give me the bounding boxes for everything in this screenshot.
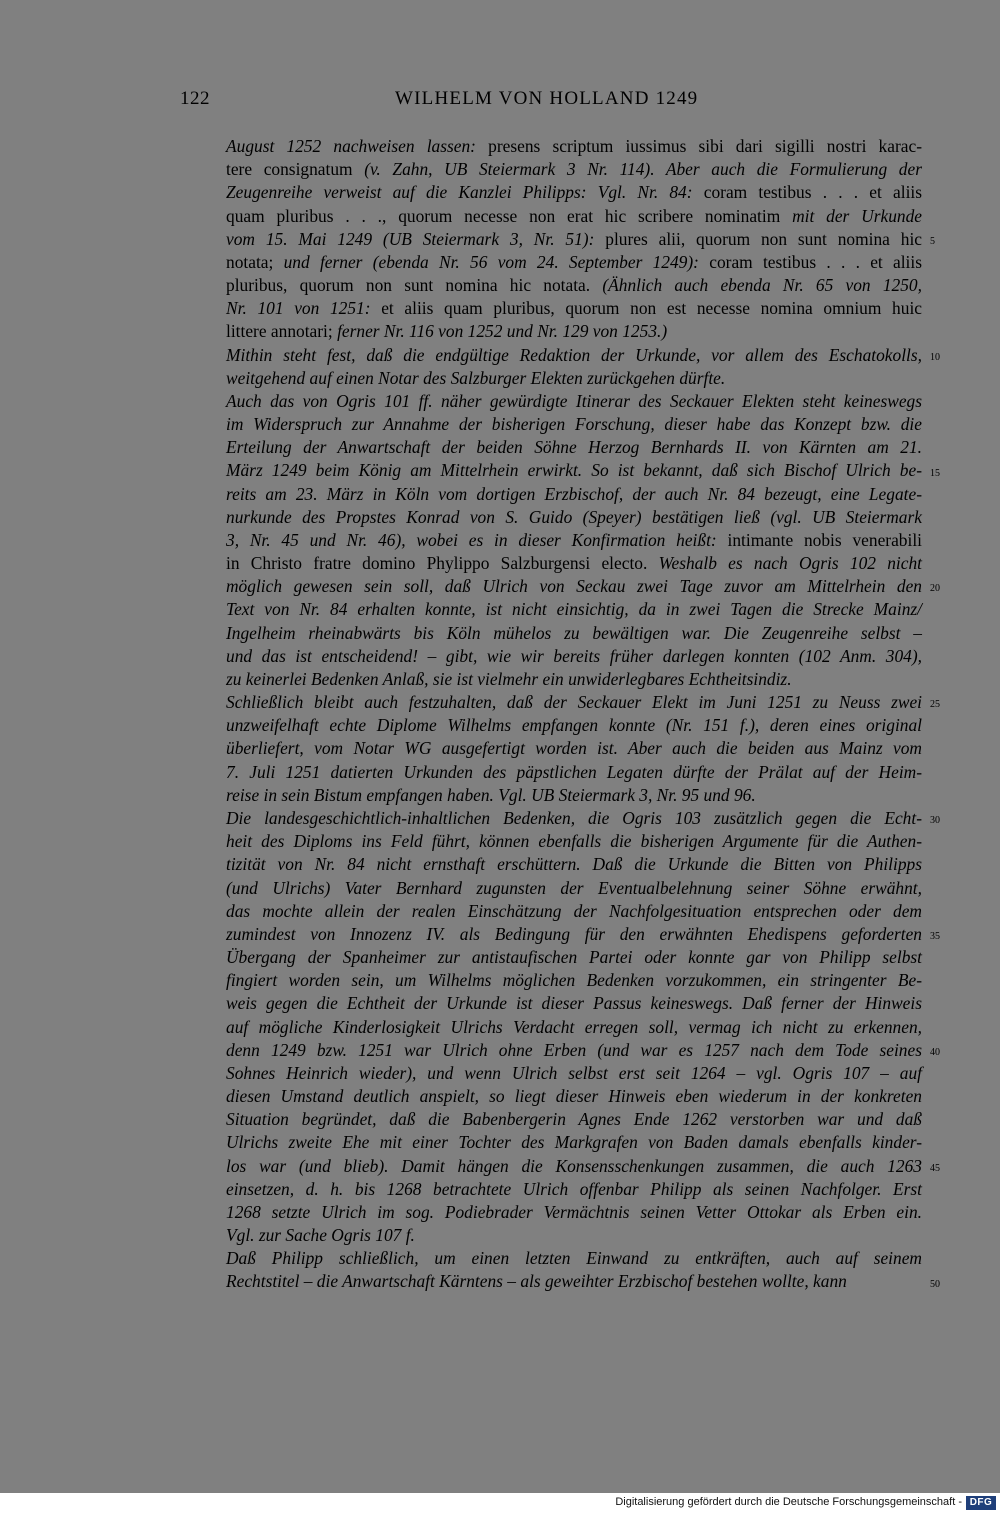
italic-segment: Weshalb es nach Ogris 102 nicht [658, 553, 922, 574]
italic-segment: auf mögliche Kinderlosigkeit Ulrichs Verdacht erregen soll, vermag ich nicht zu erkennen, [226, 1016, 922, 1037]
text-line [226, 367, 922, 390]
quoted-latin-segment: intimante nobis venerabili [727, 529, 922, 550]
text-line [226, 228, 922, 251]
italic-segment: Auch das von Ogris 101 ff. näher gewürdigte Itinerar des Seckauer Elekten steht keineswegs [226, 390, 922, 411]
line-number: 15 [930, 467, 940, 479]
text-line [226, 506, 922, 529]
quoted-latin-segment: pluribus, quorum non sunt nomina hic notata. [226, 275, 603, 296]
text-line [226, 645, 922, 668]
text-line [226, 1155, 922, 1178]
line-number: 30 [930, 815, 940, 827]
italic-segment: 1268 setzte Ulrich im sog. Podiebrader Vermächtnis seinen Vetter Ottokar als Erben ein. [226, 1201, 922, 1222]
italic-segment: denn 1249 bzw. 1251 war Ulrich ohne Erben (und war es 1257 nach dem Tode seines [226, 1039, 922, 1060]
text-line [226, 1131, 922, 1154]
italic-segment: unzweifelhaft echte Diplome Wilhelms empfangen konnte (Nr. 151 f.), deren eines original [226, 715, 922, 736]
text-line [226, 529, 922, 552]
italic-segment: und ferner (ebenda Nr. 56 vom 24. September 1249): [283, 251, 710, 272]
italic-segment: weitgehend auf einen Notar des Salzburger Elekten zurückgehen dürfte. [226, 367, 726, 388]
text-line [226, 1178, 922, 1201]
italic-segment: Die landesgeschichtlich-inhaltlichen Bedenken, die Ogris 103 zusätzlich gegen die Echt- [226, 807, 922, 828]
italic-segment: das mochte allein der realen Einschätzung der Nachfolgesituation entsprechen oder dem [226, 900, 922, 921]
italic-segment: Ulrichs zweite Ehe mit einer Tochter des Markgrafen von Baden damals ebenfalls kinder- [226, 1132, 922, 1153]
text-line [226, 297, 922, 320]
italic-segment: Sohnes Heinrich wieder), und wenn Ulrich selbst erst seit 1264 – vgl. Ogris 107 – auf [226, 1062, 922, 1083]
italic-segment: fingiert worden sein, um Wilhelms möglichen Bedenken vorzukommen, ein stringenter Be- [226, 970, 922, 991]
italic-segment: Ingelheim rheinabwärts bis Köln mühelos zu bewältigen war. Die Zeugenreihe selbst – [226, 622, 922, 643]
text-line [226, 668, 922, 691]
text-line [226, 691, 922, 714]
text-line [226, 598, 922, 621]
quoted-latin-segment: littere annotari; [226, 321, 338, 342]
text-line [226, 1108, 922, 1131]
quoted-latin-segment: in Christo fratre domino Phylippo Salzburgensi electo. [226, 553, 659, 574]
italic-segment: zumindest von Innozenz IV. als Bedingung für den erwähnten Ehedispens geforderten [226, 923, 922, 944]
dfg-logo: DFG [966, 1496, 996, 1510]
italic-segment: los war (und blieb). Damit hängen die Konsensschenkungen zusammen, die auch 1263 [226, 1155, 922, 1176]
text-line [226, 877, 922, 900]
quoted-latin-segment: coram testibus . . . et aliis [703, 182, 922, 203]
text-line [226, 900, 922, 923]
italic-segment: mit der Urkunde [792, 205, 923, 226]
italic-segment: heit des Diploms ins Feld führt, können ebenfalls die bisherigen Argumente für die Authen- [226, 831, 922, 852]
text-line [226, 413, 922, 436]
quoted-latin-segment: presens scriptum iussimus sibi dari sigilli nostri karac- [488, 136, 922, 156]
text-line [226, 737, 922, 760]
line-number: 50 [930, 1278, 940, 1290]
text-line [226, 1062, 922, 1085]
italic-segment: reits am 23. März in Köln vom dortigen Erzbischof, der auch Nr. 84 bezeugt, eine Legate- [226, 483, 922, 504]
text-line [226, 1016, 922, 1039]
italic-segment: März 1249 beim König am Mittelrhein erwirkt. So ist bekannt, daß sich Bischof Ulrich be- [226, 460, 922, 481]
text-line [226, 181, 922, 204]
text-line [226, 552, 922, 575]
line-number: 5 [930, 235, 935, 247]
page-number: 122 [180, 88, 210, 109]
text-line [226, 946, 922, 969]
text-line [226, 807, 922, 830]
text-line [226, 853, 922, 876]
italic-segment: im Widerspruch zur Annahme der bisherigen Forschung, dieser habe das Konzept bzw. die [226, 414, 922, 435]
italic-segment: vom 15. Mai 1249 (UB Steiermark 3, Nr. 51): [226, 228, 606, 249]
italic-segment: tizität von Nr. 84 nicht ernsthaft erschüttern. Daß die Urkunde die Bitten von Philipps [226, 854, 922, 875]
quoted-latin-segment: quam pluribus . . ., quorum necesse non erat hic scribere nominatim [226, 205, 793, 226]
italic-segment: Vgl. zur Sache Ogris 107 f. [226, 1225, 415, 1246]
italic-segment: Situation begründet, daß die Babenbergerin Agnes Ende 1262 verstorben war und daß [226, 1109, 922, 1130]
funding-notice: Digitalisierung gefördert durch die Deutsche Forschungsgemeinschaft - [615, 1496, 962, 1508]
line-number: 10 [930, 351, 940, 363]
quoted-latin-segment: notata; [226, 251, 284, 272]
running-title: WILHELM VON HOLLAND 1249 [395, 88, 699, 109]
italic-segment: überliefert, vom Notar WG ausgefertigt worden ist. Aber auch die beiden aus Mainz vom [226, 738, 922, 759]
text-line [226, 714, 922, 737]
text-line [226, 1270, 922, 1293]
line-number: 35 [930, 931, 940, 943]
text-line [226, 622, 922, 645]
text-line [226, 274, 922, 297]
italic-segment: Mithin steht fest, daß die endgültige Redaktion der Urkunde, vor allem des Eschatokolls, [226, 344, 922, 365]
italic-segment: reise in sein Bistum empfangen haben. Vgl. UB Steiermark 3, Nr. 95 und 96. [226, 784, 756, 805]
italic-segment: 3, Nr. 45 und Nr. 46), wobei es in dieser Konfirmation heißt: [226, 529, 728, 550]
italic-segment: ferner Nr. 116 von 1252 und Nr. 129 von 1253.) [337, 321, 668, 342]
line-number: 25 [930, 699, 940, 711]
italic-segment: diesen Umstand deutlich anspielt, so liegt dieser Hinweis eben wiederum in der konkreten [226, 1086, 922, 1107]
italic-segment: nurkunde des Propstes Konrad von S. Guido (Speyer) bestätigen ließ (vgl. UB Steiermark [226, 506, 922, 527]
quoted-latin-segment: plures alii, quorum non sunt nomina hic [605, 228, 923, 249]
quoted-latin-segment: et aliis quam pluribus, quorum non est necesse nomina omnium huic [381, 298, 922, 319]
italic-segment: weis gegen die Echtheit der Urkunde ist dieser Passus keineswegs. Daß ferner der Hinweis [226, 993, 922, 1014]
text-line [226, 1247, 922, 1270]
italic-segment: (v. Zahn, UB Steiermark 3 Nr. 114). Aber auch die Formulierung der [364, 159, 922, 180]
italic-segment: Nr. 101 von 1251: [226, 298, 382, 319]
text-line [226, 390, 922, 413]
italic-segment: Zeugenreihe verweist auf die Kanzlei Philipps: Vgl. Nr. 84: [226, 182, 704, 203]
quoted-latin-segment: tere consignatum [226, 159, 365, 180]
italic-segment: 7. Juli 1251 datierten Urkunden des päpstlichen Legaten dürfte der Prälat auf der Heim- [226, 761, 922, 782]
text-line [226, 575, 922, 598]
text-line [226, 320, 922, 343]
italic-segment: Text von Nr. 84 erhalten konnte, ist nicht einsichtig, da in zwei Tagen die Strecke Mainz/ [226, 599, 922, 620]
text-line [226, 830, 922, 853]
text-line [226, 1039, 922, 1062]
text-line [226, 784, 922, 807]
italic-segment: (Ähnlich auch ebenda Nr. 65 von 1250, [602, 275, 922, 296]
text-line [226, 158, 922, 181]
italic-segment: Erteilung der Anwartschaft der beiden Söhne Herzog Bernhards II. von Kärnten am 21. [226, 437, 922, 458]
text-line [226, 459, 922, 482]
italic-segment: zu keinerlei Bedenken Anlaß, sie ist vielmehr ein unwiderlegbares Echtheitsindiz. [226, 668, 792, 689]
line-number: 45 [930, 1162, 940, 1174]
text-line [226, 992, 922, 1015]
text-line [226, 1085, 922, 1108]
quoted-latin-segment: coram testibus . . . et aliis [709, 251, 922, 272]
text-line [226, 923, 922, 946]
text-line [226, 251, 922, 274]
text-line [226, 436, 922, 459]
italic-segment: Daß Philipp schließlich, um einen letzten Einwand zu entkräften, auch auf seinem [226, 1248, 922, 1269]
text-line [226, 205, 922, 228]
commentary-text [226, 135, 922, 1294]
italic-segment: August 1252 nachweisen lassen: [226, 136, 489, 156]
italic-segment: möglich gewesen sein soll, daß Ulrich von Seckau zwei Tage zuvor am Mittelrhein den [226, 576, 922, 597]
italic-segment: Übergang der Spanheimer zur antistaufischen Partei oder konnte gar von Philipp selbst [226, 947, 922, 968]
text-line [226, 969, 922, 992]
italic-segment: (und Ulrichs) Vater Bernhard zugunsten der Eventualbelehnung seiner Söhne erwähnt, [226, 877, 922, 898]
text-line [226, 761, 922, 784]
line-number: 20 [930, 583, 940, 595]
italic-segment: Schließlich bleibt auch festzuhalten, daß der Seckauer Elekt im Juni 1251 zu Neuss zwei [226, 692, 922, 713]
line-number: 40 [930, 1047, 940, 1059]
italic-segment: Rechtstitel – die Anwartschaft Kärntens – als geweihter Erzbischof bestehen wollte, kann [226, 1271, 847, 1292]
footer-bar [0, 1493, 1000, 1513]
text-line [226, 1201, 922, 1224]
text-line [226, 1224, 922, 1247]
italic-segment: einsetzen, d. h. bis 1268 betrachtete Ulrich offenbar Philipp als seinen Nachfolger. Erst [226, 1178, 922, 1199]
italic-segment: und das ist entscheidend! – gibt, wie wir bereits früher darlegen konnten (102 Anm. 304), [226, 645, 922, 666]
text-line [226, 344, 922, 367]
text-line [226, 483, 922, 506]
text-line [226, 135, 922, 158]
